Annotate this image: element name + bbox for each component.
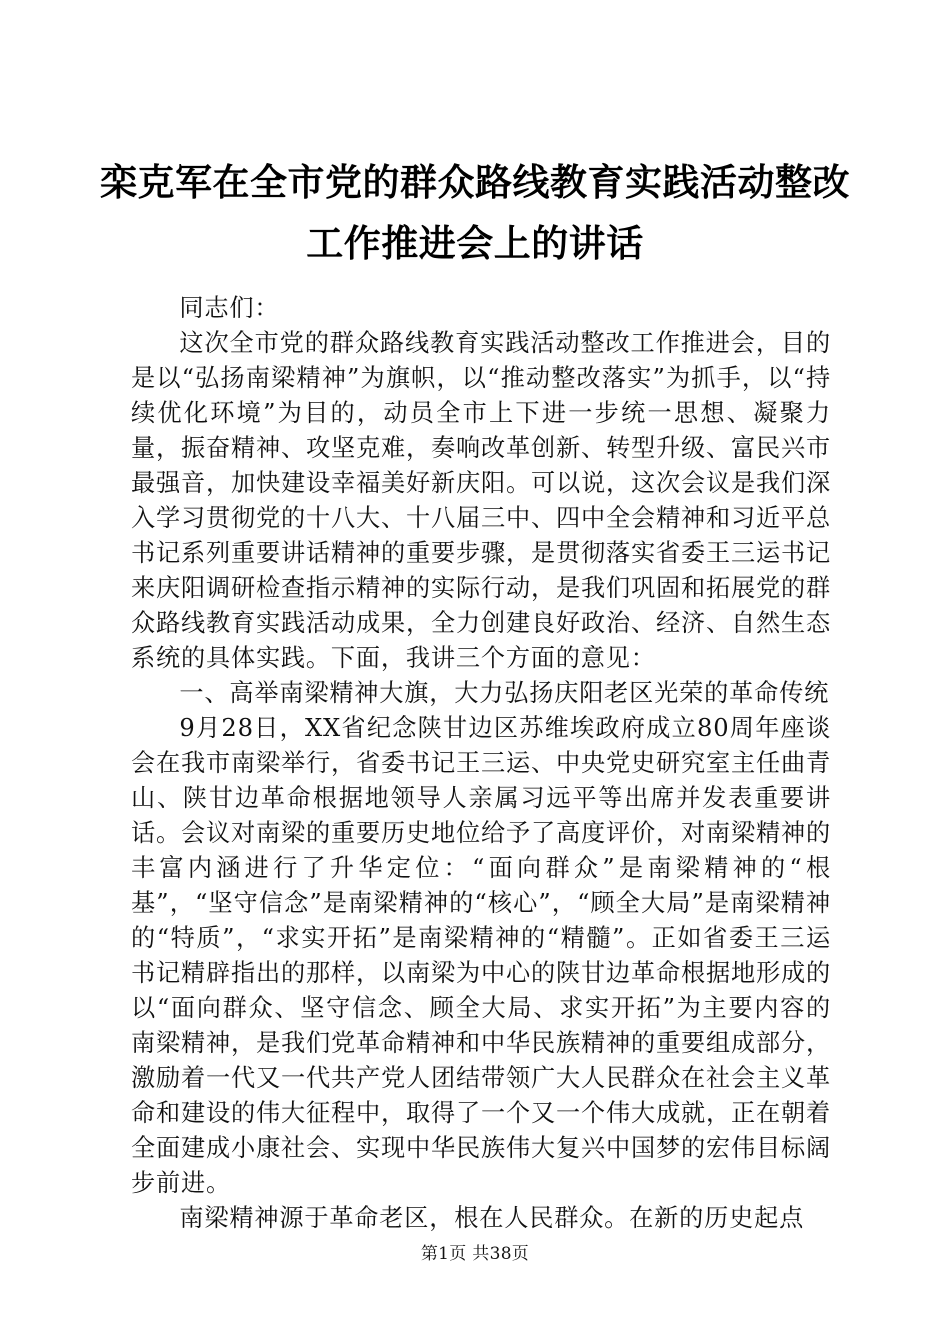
page-number-footer: 第1页 共38页 — [420, 1244, 530, 1264]
document-title-line-2: 工作推进会上的讲话 — [306, 221, 644, 265]
body-paragraph: 南梁精神源于革命老区，根在人民群众。在新的历史起点 — [179, 1204, 805, 1232]
body-paragraph: 这次全市党的群众路线教育实践活动整改工作推进会，目的是以“弘扬南梁精神”为旗帜，以“推动整改落实”为抓手，以“持续优化环境”为目的，动员全市上下进一步统一思想、凝聚力量，振奋精神、攻坚克难，奏响改革创新、转型升级、富民兴市最强音，加快建设幸福美好新庆阳。可以说，这次会议是我们深入学习贯彻党的十八大、十八届三中、四中全会精神和习近平总书记系列重要讲话精神的重要步骤，是贯彻落实省委王三运书记来庆阳调研检查指示精神的实际行动，是我们巩固和拓展党的群众路线教育实践活动成果，全力创建良好政治、经济、自然生态系统的具体实践。下面，我讲三个方面的意见： — [131, 329, 832, 672]
salutation: 同志们： — [179, 294, 280, 322]
document-body — [131, 291, 831, 1236]
section-heading: 一、高举南梁精神大旗，大力弘扬庆阳老区光荣的革命传统 — [179, 679, 830, 707]
body-paragraph: 9月28日，XX省纪念陕甘边区苏维埃政府成立80周年座谈会在我市南梁举行，省委书记王三运、中央党史研究室主任曲青山、陕甘边革命根据地领导人亲属习远平等出席并发表重要讲话。会议对南梁的重要历史地位给予了高度评价，对南梁精神的丰富内涵进行了升华定位：“面向群众”是南梁精神的“根基”，“坚守信念”是南梁精神的“核心”，“顾全大局”是南梁精神的“特质”，“求实开拓”是南梁精神的“精髓”。正如省委王三运书记精辟指出的那样，以南梁为中心的陕甘边革命根据地形成的以“面向群众、坚守信念、顾全大局、求实开拓”为主要内容的南梁精神，是我们党革命精神和中华民族精神的重要组成部分，激励着一代又一代共产党人团结带领广大人民群众在社会主义革命和建设的伟大征程中，取得了一个又一个伟大成就，正在朝着全面建成小康社会、实现中华民族伟大复兴中国梦的宏伟目标阔步前进。 — [131, 714, 831, 1197]
document-title-line-1: 栾克军在全市党的群众路线教育实践活动整改 — [100, 160, 850, 204]
